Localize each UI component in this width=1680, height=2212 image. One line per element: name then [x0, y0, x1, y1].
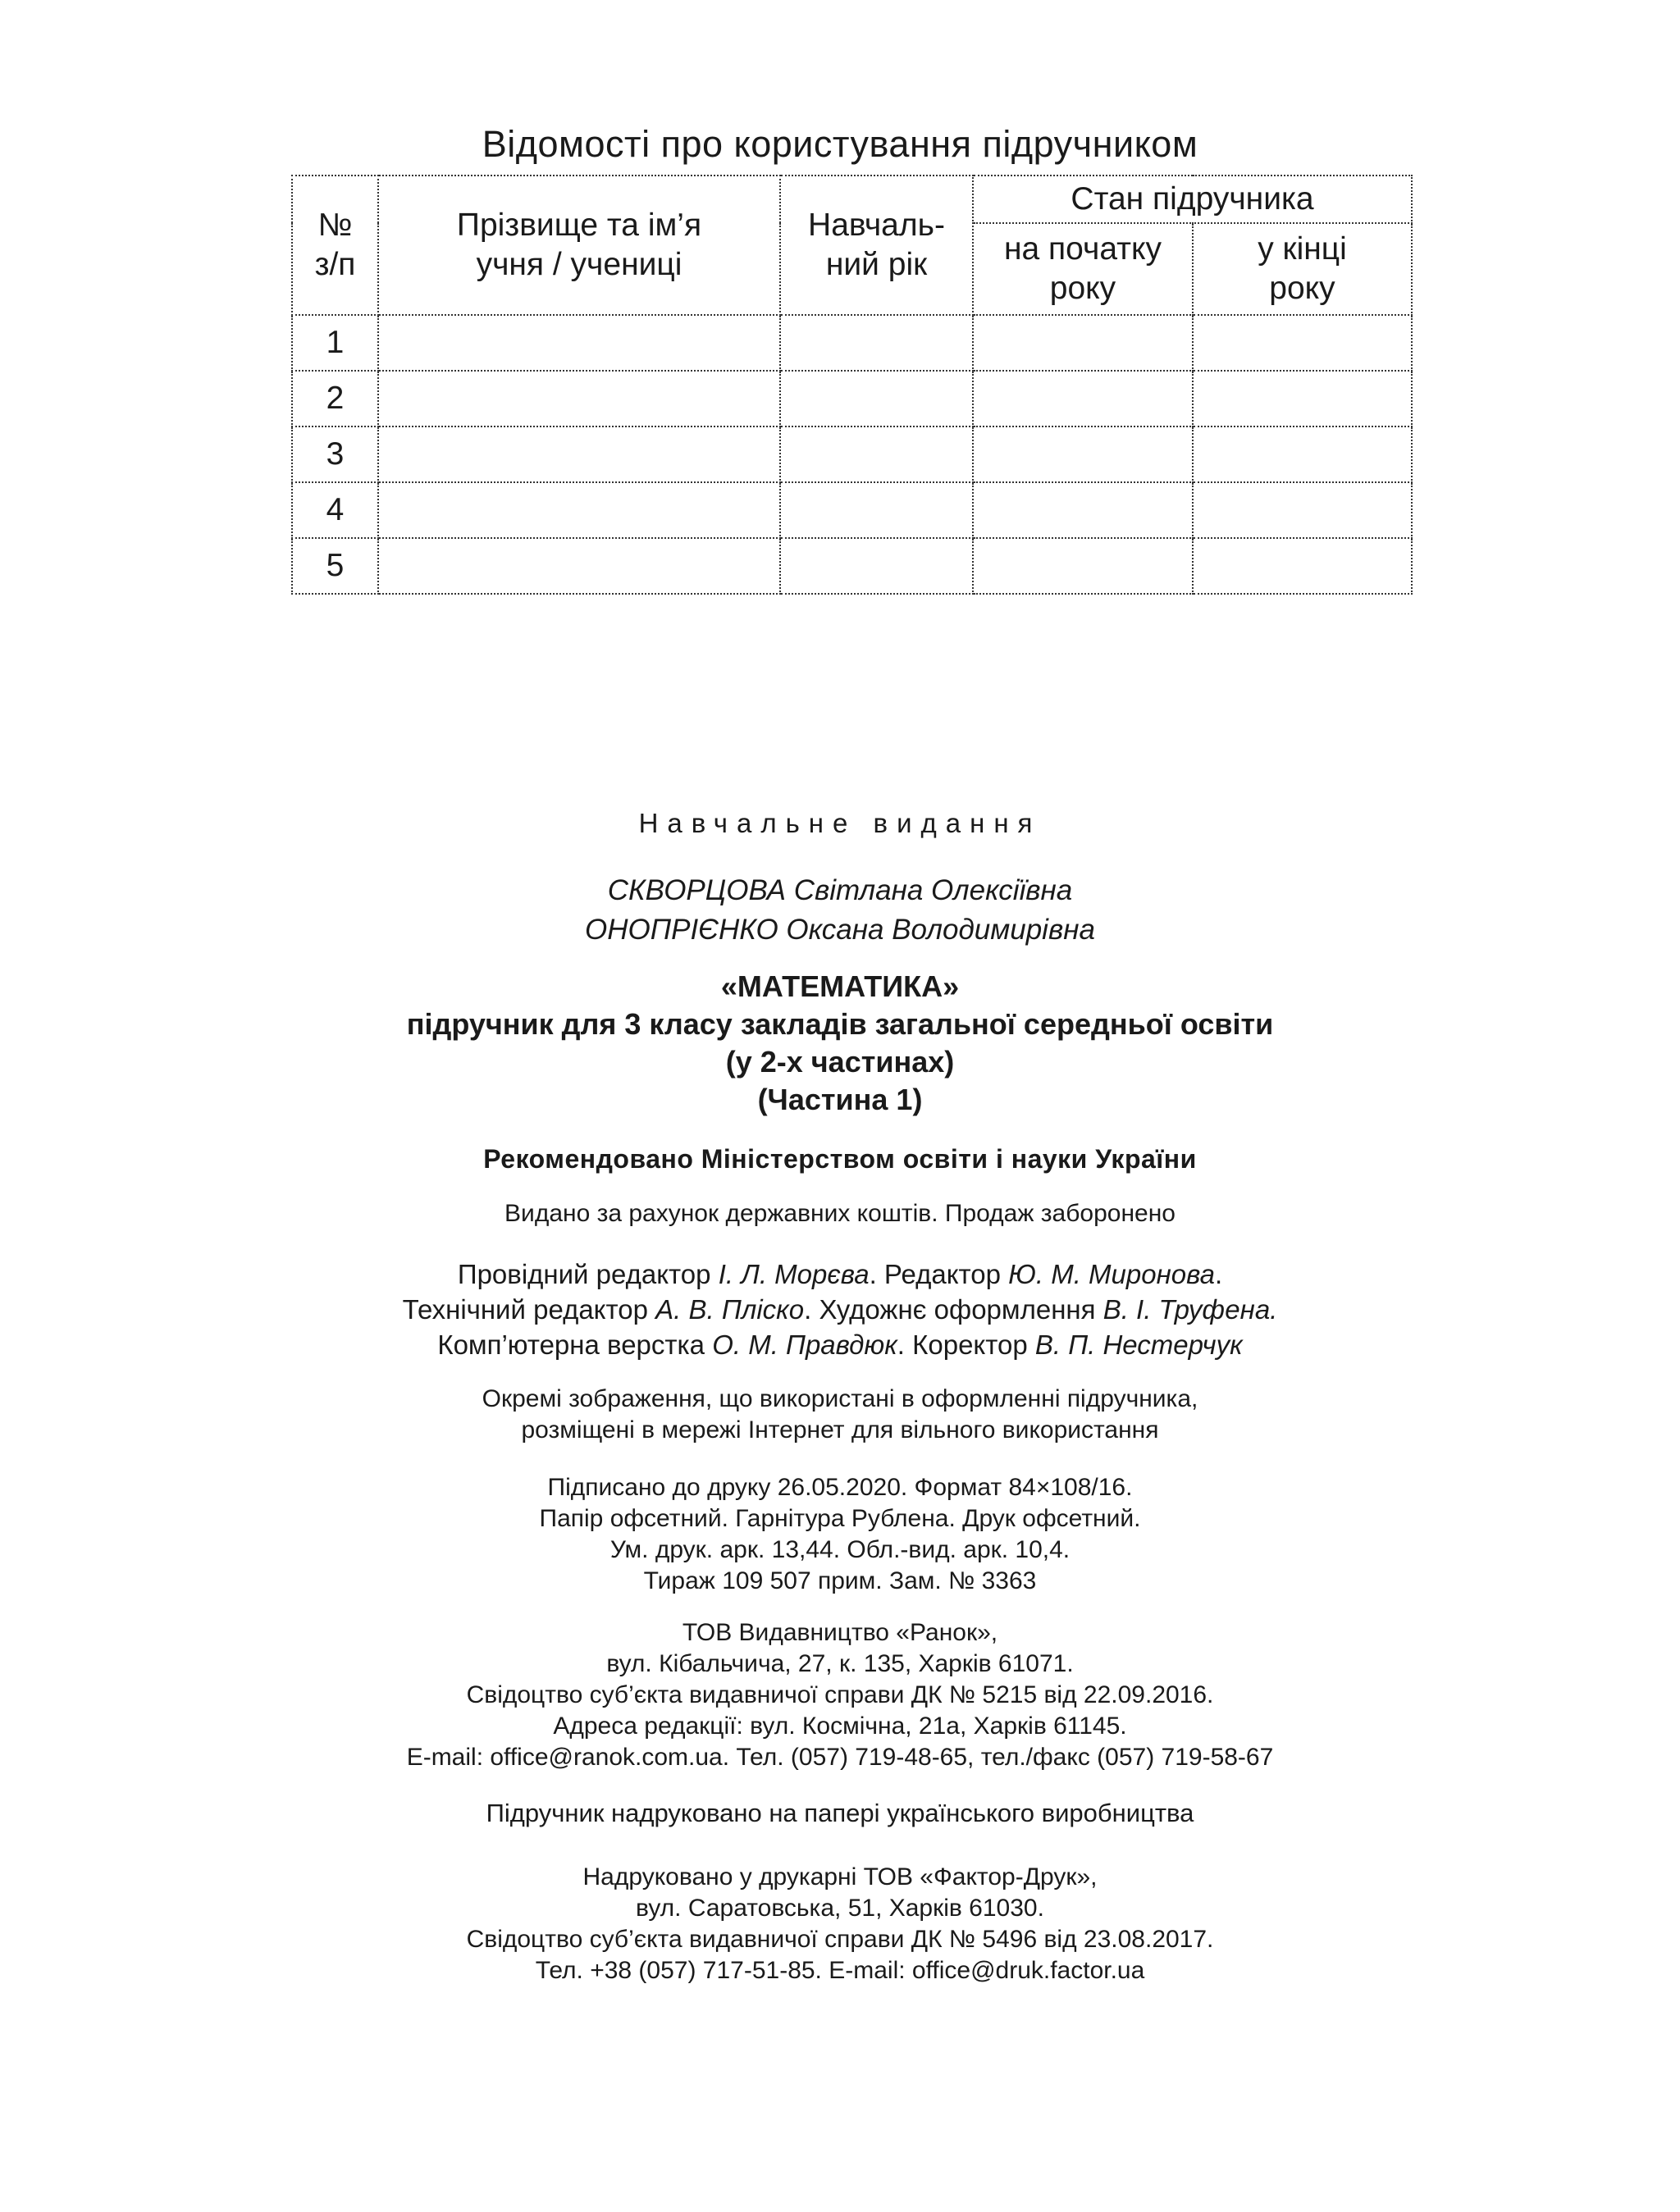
- publisher-line: вул. Кібальчича, 27, к. 135, Харків 61071.: [606, 1650, 1074, 1677]
- cell-start: [973, 371, 1193, 426]
- header-year: [780, 176, 973, 315]
- book-title-block: [0, 968, 1680, 1119]
- printer-line: Свідоцтво суб’єкта видавничої справи ДК № 5496 від 23.08.2017.: [466, 1926, 1214, 1953]
- header-name-label: Прізвище та ім’я учня / учениці: [456, 208, 702, 282]
- header-num: [292, 176, 378, 315]
- editors-credits: [0, 1257, 1680, 1362]
- cell-name: [378, 482, 780, 538]
- printer-line: Тел. +38 (057) 717-51-85. E-mail: office@druk.factor.ua: [535, 1957, 1145, 1984]
- row-number: 1: [292, 315, 378, 371]
- header-end-label: у кінці року: [1258, 231, 1347, 306]
- header-name: [378, 176, 780, 315]
- book-parts: (у 2-х частинах): [725, 1045, 955, 1079]
- cell-year: [780, 482, 973, 538]
- row-number: 3: [292, 426, 378, 482]
- author-name: СКВОРЦОВА Світлана Олексіївна: [607, 874, 1073, 906]
- publisher-line: ТОВ Видавництво «Ранок»,: [682, 1619, 998, 1646]
- print-info: [0, 1472, 1680, 1597]
- tech-editor-name: А. В. Пліско: [655, 1294, 805, 1325]
- row-number: 4: [292, 482, 378, 538]
- editor-name: Ю. М. Миронова: [1008, 1259, 1215, 1289]
- cell-end: [1193, 482, 1412, 538]
- printer-line: вул. Саратовська, 51, Харків 61030.: [636, 1895, 1044, 1922]
- header-start-label: на початку року: [1003, 231, 1162, 306]
- cell-start: [973, 315, 1193, 371]
- lead-editor-name: І. Л. Морєва: [718, 1259, 870, 1289]
- editors-line: Комп’ютерна верстка О. М. Правдюк. Коректор В. П. Нестерчук: [437, 1329, 1243, 1360]
- cell-name: [378, 315, 780, 371]
- publisher-line: Адреса редакції: вул. Космічна, 21а, Харків 61145.: [553, 1713, 1127, 1740]
- authors: [0, 871, 1680, 950]
- printer-line: Надруковано у друкарні ТОВ «Фактор-Друк»,: [582, 1863, 1098, 1890]
- book-title: «МАТЕМАТИКА»: [720, 969, 960, 1003]
- edition-type: Навчальне видання: [638, 808, 1042, 838]
- cell-start: [973, 482, 1193, 538]
- table-row: [292, 538, 1412, 594]
- printer-info: [0, 1862, 1680, 1986]
- funding-note: Видано за рахунок державних коштів. Продаж заборонено: [504, 1200, 1176, 1227]
- design-name: В. І. Труфена.: [1102, 1294, 1278, 1325]
- print-info-line: Підписано до друку 26.05.2020. Формат 84×108/16.: [547, 1474, 1133, 1501]
- editors-line: Технічний редактор А. В. Пліско. Художнє оформлення В. І. Труфена.: [402, 1294, 1278, 1325]
- images-note-line: розміщені в мережі Інтернет для вільного використання: [521, 1416, 1159, 1444]
- layout-label: Комп’ютерна верстка: [437, 1329, 705, 1360]
- author-name: ОНОПРІЄНКО Оксана Володимирівна: [585, 914, 1095, 946]
- table-row: [292, 426, 1412, 482]
- lead-editor-label: Провідний редактор: [457, 1259, 711, 1289]
- header-year-label: Навчаль-ний рік: [808, 208, 945, 282]
- cell-end: [1193, 538, 1412, 594]
- images-note-line: Окремі зображення, що використані в оформленні підручника,: [482, 1385, 1198, 1412]
- editor-label: Редактор: [883, 1259, 1001, 1289]
- row-number: 2: [292, 371, 378, 426]
- layout-name: О. М. Правдюк: [712, 1329, 897, 1360]
- usage-table-title: Відомості про користування підручником: [482, 123, 1198, 165]
- print-info-line: Тираж 109 507 прим. Зам. № 3363: [643, 1567, 1037, 1594]
- cell-end: [1193, 371, 1412, 426]
- publisher-info: [0, 1617, 1680, 1773]
- design-label: Художнє оформлення: [819, 1294, 1096, 1325]
- proofreader-label: Коректор: [912, 1329, 1028, 1360]
- print-info-line: Папір офсетний. Гарнітура Рублена. Друк офсетний.: [539, 1505, 1141, 1532]
- cell-year: [780, 538, 973, 594]
- cell-year: [780, 315, 973, 371]
- tech-editor-label: Технічний редактор: [402, 1294, 648, 1325]
- proofreader-name: В. П. Нестерчук: [1034, 1329, 1243, 1360]
- table-row: [292, 482, 1412, 538]
- cell-end: [1193, 426, 1412, 482]
- publisher-line: Свідоцтво суб’єкта видавничої справи ДК № 5215 від 22.09.2016.: [466, 1681, 1214, 1708]
- cell-start: [973, 538, 1193, 594]
- print-info-line: Ум. друк. арк. 13,44. Обл.-вид. арк. 10,4.: [609, 1536, 1071, 1563]
- cell-start: [973, 426, 1193, 482]
- images-note: [0, 1384, 1680, 1446]
- usage-table: [291, 175, 1413, 595]
- cell-year: [780, 426, 973, 482]
- book-subtitle: підручник для 3 класу закладів загальної середньої освіти: [406, 1007, 1274, 1041]
- cell-name: [378, 538, 780, 594]
- row-number: 5: [292, 538, 378, 594]
- publisher-line: E-mail: office@ranok.com.ua. Тел. (057) 719-48-65, тел./факс (057) 719-58-67: [406, 1744, 1274, 1771]
- cell-end: [1193, 315, 1412, 371]
- book-part: (Частина 1): [757, 1083, 923, 1116]
- table-row: [292, 371, 1412, 426]
- header-end: [1193, 223, 1412, 315]
- cell-name: [378, 426, 780, 482]
- editors-line: Провідний редактор І. Л. Морєва. Редактор Ю. М. Миронова.: [457, 1259, 1223, 1289]
- header-condition: Стан підручника: [973, 176, 1412, 223]
- header-num-label: № з/п: [314, 208, 356, 282]
- domestic-paper-note: Підручник надруковано на папері українського виробництва: [486, 1799, 1194, 1827]
- recommendation: Рекомендовано Міністерством освіти і науки України: [483, 1144, 1197, 1174]
- cell-year: [780, 371, 973, 426]
- cell-name: [378, 371, 780, 426]
- table-row: [292, 315, 1412, 371]
- header-start: [973, 223, 1193, 315]
